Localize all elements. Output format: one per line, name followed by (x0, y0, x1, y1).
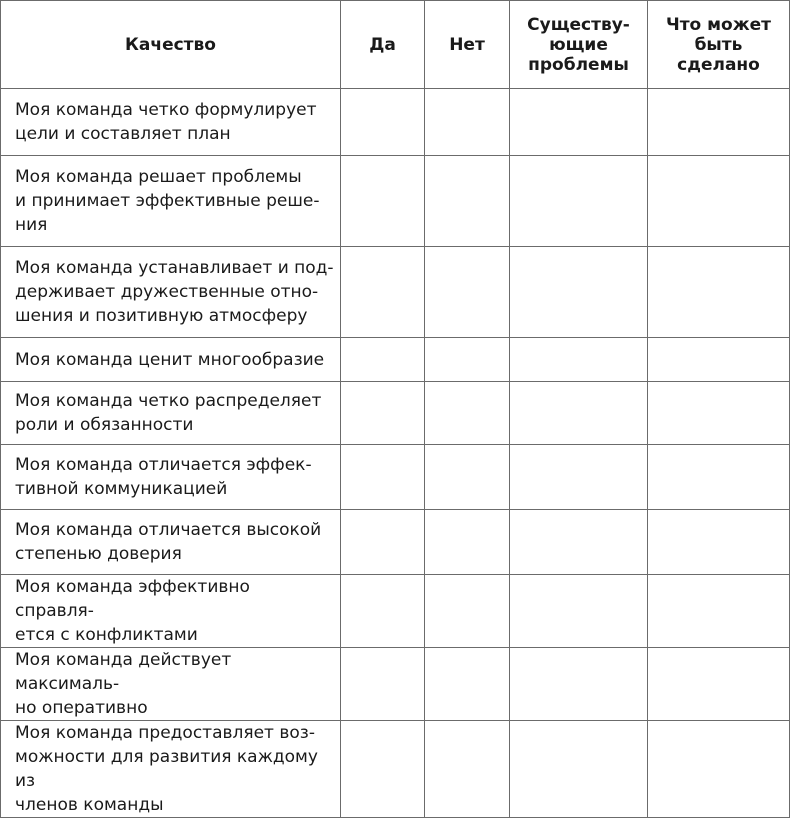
column-header-problems-label: Существу- ющие проблемы (527, 14, 630, 75)
no-cell[interactable] (425, 338, 510, 382)
table-row (1, 648, 790, 721)
yes-cell[interactable] (341, 382, 425, 445)
column-header-quality (1, 1, 341, 89)
can-be-done-cell[interactable] (648, 382, 790, 445)
problems-cell[interactable] (510, 247, 648, 338)
quality-text: Моя команда отличается высокой степенью доверия (15, 520, 322, 564)
can-be-done-cell[interactable] (648, 445, 790, 510)
can-be-done-cell[interactable] (648, 247, 790, 338)
yes-cell[interactable] (341, 247, 425, 338)
yes-cell[interactable] (341, 156, 425, 247)
can-be-done-cell[interactable] (648, 575, 790, 648)
no-cell[interactable] (425, 247, 510, 338)
column-header-yes-label: Да (369, 34, 396, 55)
problems-cell[interactable] (510, 721, 648, 818)
table-row (1, 156, 790, 247)
quality-cell (1, 382, 341, 445)
quality-text: Моя команда предоставляет воз- можности для развития каждому из членов команды (15, 723, 318, 815)
yes-cell[interactable] (341, 510, 425, 575)
quality-cell (1, 247, 341, 338)
no-cell[interactable] (425, 445, 510, 510)
table-row (1, 382, 790, 445)
column-header-can-be-done-label: Что может быть сделано (665, 14, 772, 75)
problems-cell[interactable] (510, 156, 648, 247)
quality-cell (1, 575, 341, 648)
table-row (1, 89, 790, 156)
no-cell[interactable] (425, 156, 510, 247)
can-be-done-cell[interactable] (648, 648, 790, 721)
header-row (1, 1, 790, 89)
can-be-done-cell[interactable] (648, 721, 790, 818)
problems-cell[interactable] (510, 575, 648, 648)
quality-cell (1, 721, 341, 818)
quality-text: Моя команда эффективно справля- ется с конфликтами (15, 577, 250, 645)
no-cell[interactable] (425, 382, 510, 445)
quality-text: Моя команда решает проблемы и принимает эффективные реше- ния (15, 167, 320, 235)
table-row (1, 721, 790, 818)
problems-cell[interactable] (510, 89, 648, 156)
table-row (1, 445, 790, 510)
yes-cell[interactable] (341, 338, 425, 382)
problems-cell[interactable] (510, 445, 648, 510)
quality-cell (1, 156, 341, 247)
no-cell[interactable] (425, 575, 510, 648)
table-row (1, 247, 790, 338)
problems-cell[interactable] (510, 648, 648, 721)
column-header-problems (510, 1, 648, 89)
table-row (1, 575, 790, 648)
can-be-done-cell[interactable] (648, 338, 790, 382)
quality-text: Моя команда устанавливает и под- держивает дружественные отно- шения и позитивную атмосферу (15, 258, 334, 326)
yes-cell[interactable] (341, 89, 425, 156)
quality-text: Моя команда четко распределяет роли и обязанности (15, 391, 322, 435)
quality-cell (1, 445, 341, 510)
column-header-no-label: Нет (449, 34, 485, 55)
can-be-done-cell[interactable] (648, 510, 790, 575)
yes-cell[interactable] (341, 721, 425, 818)
column-header-no (425, 1, 510, 89)
column-header-quality-label: Качество (125, 34, 216, 55)
quality-text: Моя команда отличается эффек- тивной коммуникацией (15, 455, 312, 499)
quality-cell (1, 89, 341, 156)
no-cell[interactable] (425, 721, 510, 818)
table-row (1, 510, 790, 575)
quality-text: Моя команда ценит многообразие (15, 349, 325, 370)
yes-cell[interactable] (341, 445, 425, 510)
can-be-done-cell[interactable] (648, 89, 790, 156)
quality-cell (1, 338, 341, 382)
column-header-yes (341, 1, 425, 89)
quality-text: Моя команда действует максималь- но оперативно (15, 650, 232, 718)
no-cell[interactable] (425, 648, 510, 721)
yes-cell[interactable] (341, 575, 425, 648)
quality-cell (1, 648, 341, 721)
yes-cell[interactable] (341, 648, 425, 721)
column-header-can-be-done (648, 1, 790, 89)
table-row (1, 338, 790, 382)
quality-cell (1, 510, 341, 575)
no-cell[interactable] (425, 89, 510, 156)
can-be-done-cell[interactable] (648, 156, 790, 247)
problems-cell[interactable] (510, 338, 648, 382)
problems-cell[interactable] (510, 510, 648, 575)
quality-text: Моя команда четко формулирует цели и составляет план (15, 100, 317, 144)
no-cell[interactable] (425, 510, 510, 575)
problems-cell[interactable] (510, 382, 648, 445)
